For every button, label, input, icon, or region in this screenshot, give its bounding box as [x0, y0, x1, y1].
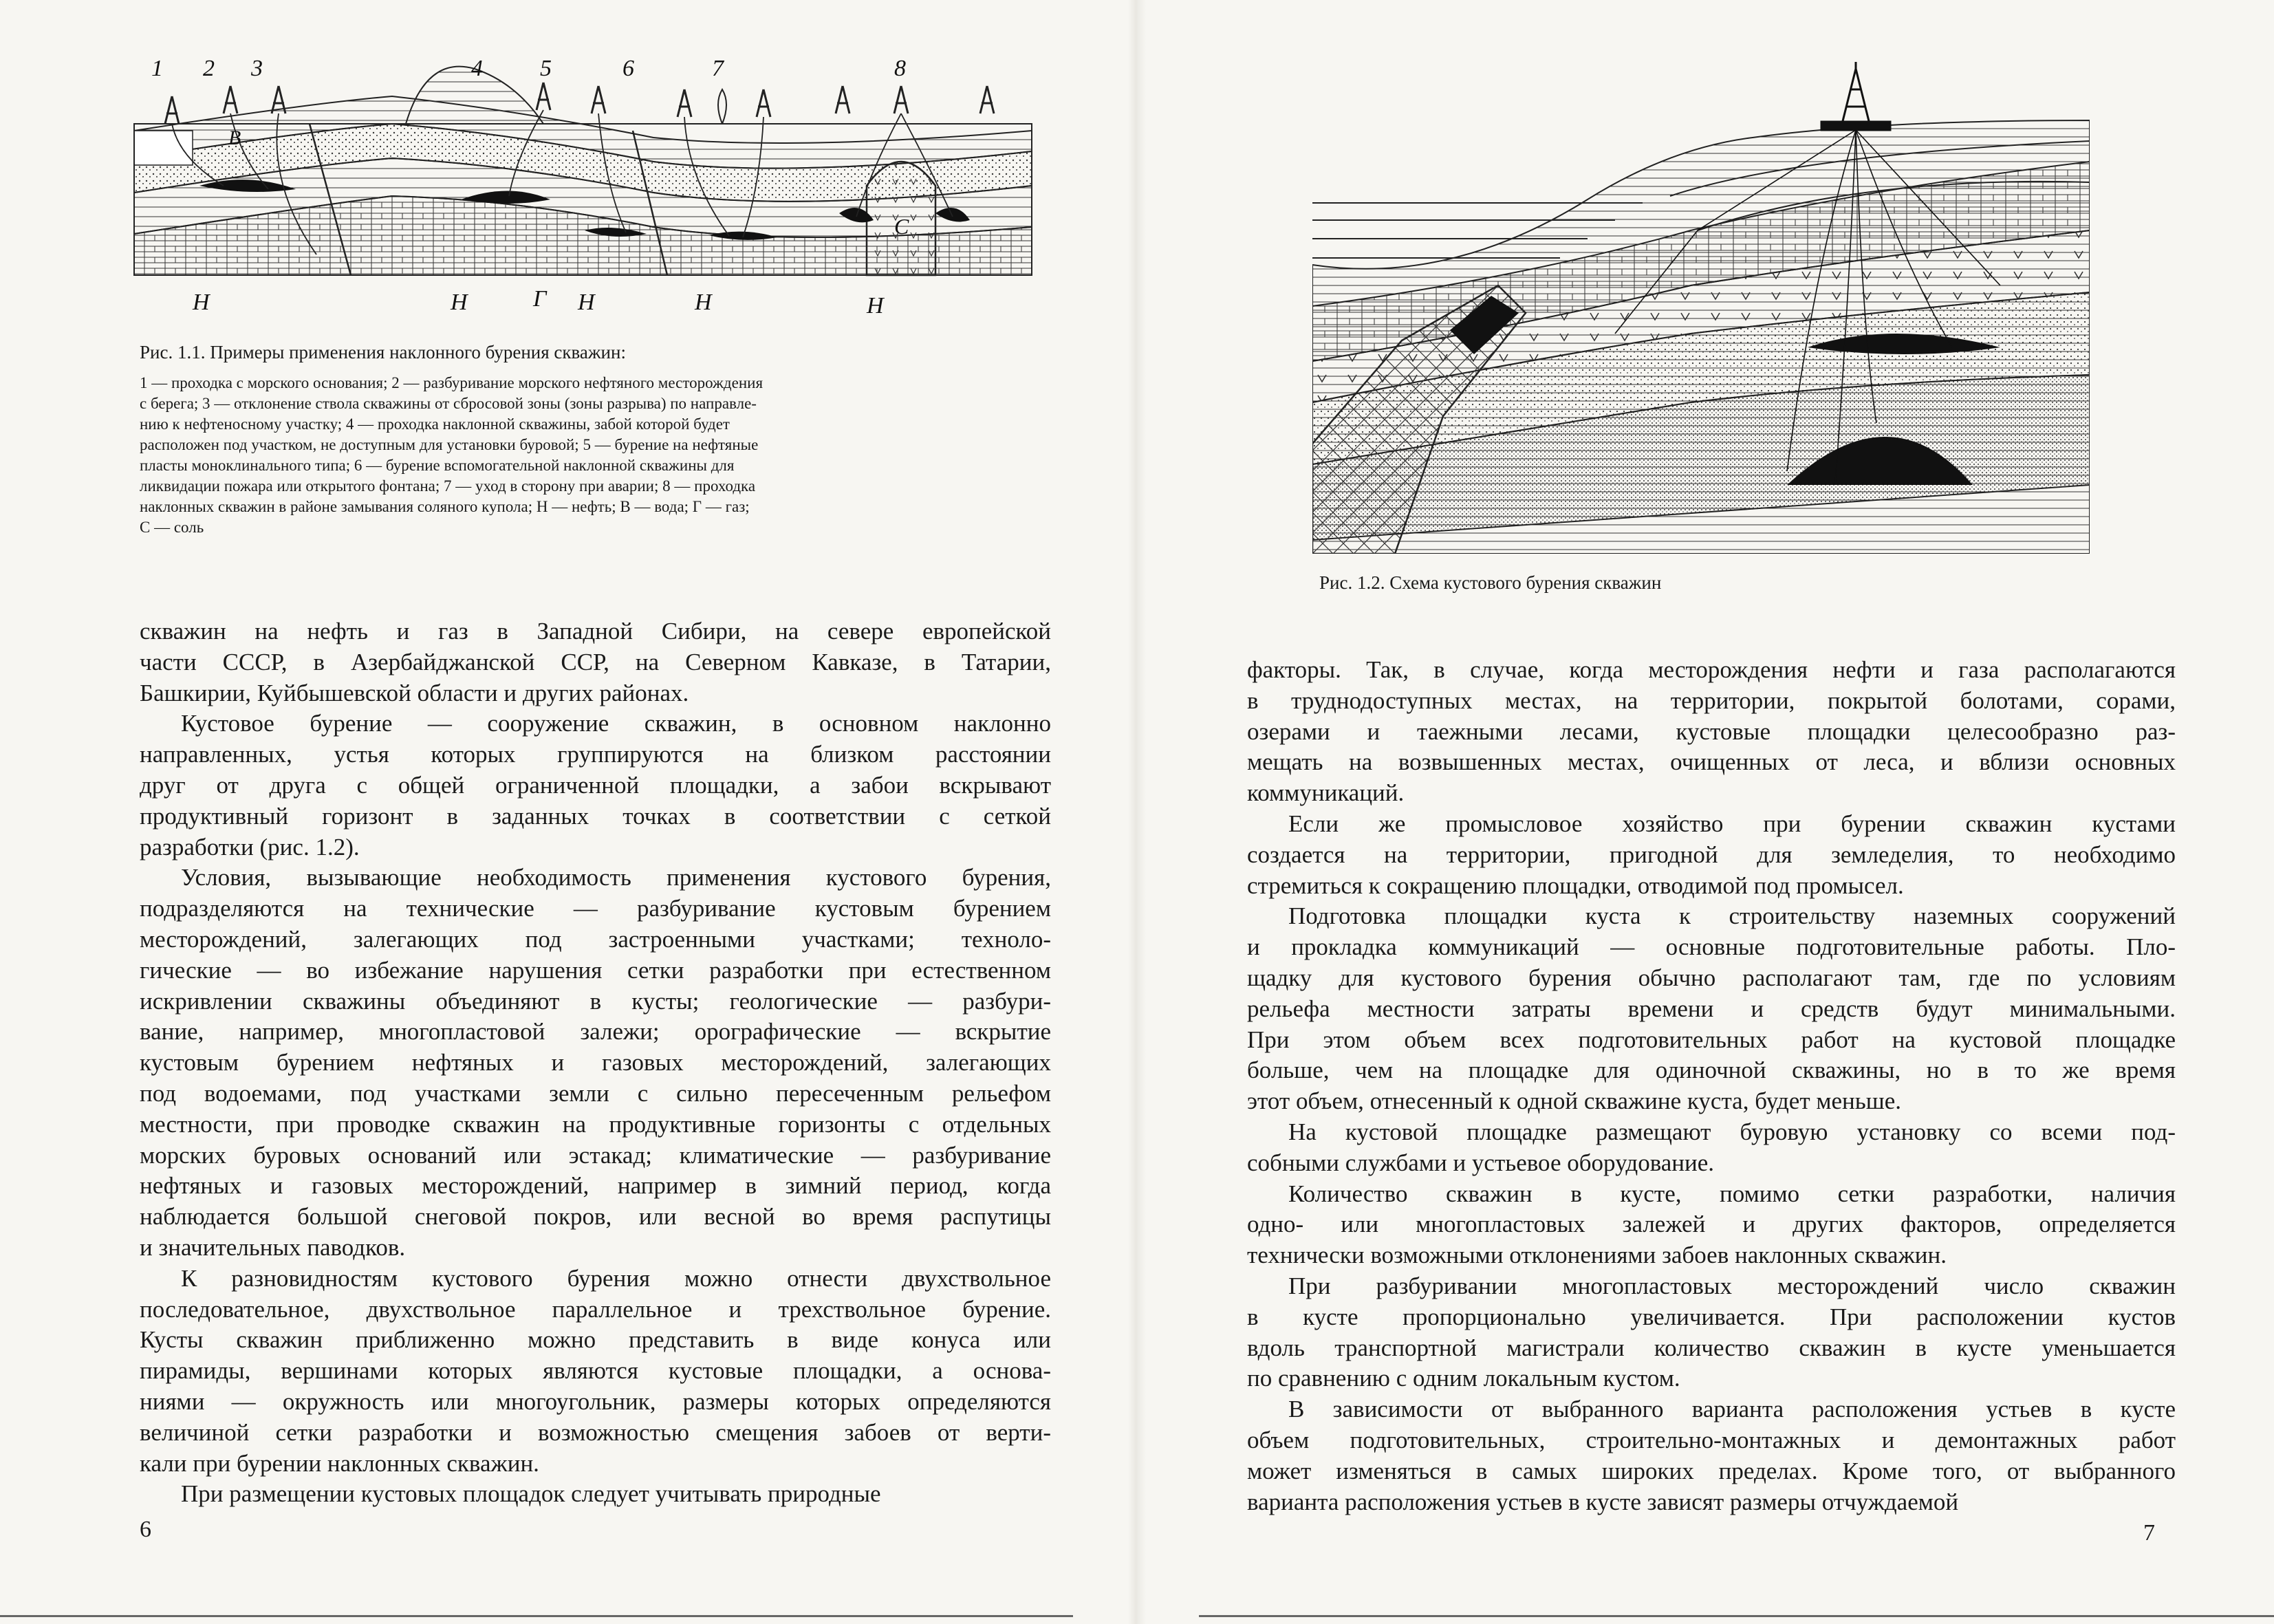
legend-line: расположен под участком, не доступным для установки буровой; 5 — бурение на нефтяные	[140, 436, 759, 453]
text-line: вание, например, многопластовой залежи; орографические — вскрытие	[140, 1018, 1051, 1046]
text-line: подразделяются на технические — разбуривание кустовым бурением	[140, 895, 1051, 922]
bottom-label-oil-2: Н	[451, 290, 468, 315]
text-line: и прокладка коммуникаций — основные подготовительные работы. Пло-	[1247, 933, 2176, 961]
text-line: При этом объем всех подготовительных работ на кустовой площадке	[1247, 1026, 2176, 1053]
text-line: собными службами и устьевое оборудование.	[1247, 1149, 1715, 1176]
text-line: Подготовка площадки куста к строительству наземных сооружений	[1288, 902, 2176, 930]
text-line: В зависимости от выбранного варианта расположения устьев в кусте	[1288, 1396, 2176, 1423]
text-line: искривлении скважины объединяют в кусты; геологические — разбури-	[140, 987, 1051, 1015]
bottom-label-oil-1: Н	[193, 290, 210, 315]
text-line: варианта расположения устьев в кусте зависят размеры отчуждаемой	[1247, 1488, 1959, 1515]
text-line: гические — во избежание нарушения сетки разработки при естественном	[140, 956, 1051, 984]
well-label-4: 4	[471, 56, 483, 81]
legend-line: 1 — проходка с морского основания; 2 — разбуривание морского нефтяного месторождения	[140, 374, 764, 391]
text-line: технически возможными отклонениями забоев наклонных скважин.	[1247, 1242, 1947, 1269]
well-label-3: 3	[251, 56, 263, 81]
text-line: щадку для кустового бурения обычно располагают там, где по условиям	[1247, 964, 2176, 991]
water-label: В	[228, 127, 241, 149]
text-line: местности, при проводке скважин на продуктивные горизонты с отдельных	[140, 1110, 1051, 1138]
text-line: К разновидностям кустового бурения можно отнести двухствольное	[181, 1264, 1051, 1292]
text-line: может изменяться в самых широких пределах. Кроме того, от выбранного	[1247, 1457, 2176, 1484]
text-line: На кустовой площадке размещают буровую установку со всеми под-	[1288, 1118, 2176, 1145]
text-line: продуктивный горизонт в заданных точках в соответствии с сеткой	[140, 802, 1051, 830]
well-label-5: 5	[540, 56, 552, 81]
bottom-label-oil-5: Н	[867, 293, 884, 318]
well-label-8: 8	[894, 56, 906, 81]
text-line: ниями — окружность или многоугольник, размеры которых определяются	[140, 1387, 1051, 1415]
text-line: Кусты скважин приближенно можно представить в виде конуса или	[140, 1326, 1051, 1354]
text-line: наблюдается большой снеговой покров, или весной во время распутицы	[140, 1203, 1051, 1231]
figure-1-2	[1312, 58, 2090, 554]
text-line: последовательное, двухствольное параллельное и трехствольное бурение.	[140, 1295, 1051, 1323]
left-page-body-text	[140, 616, 1051, 1510]
legend-line: пласты моноклинального типа; 6 — бурение вспомогательной наклонной скважины для	[140, 457, 735, 474]
text-line: объем подготовительных, строительно-монтажных и демонтажных работ	[1247, 1426, 2176, 1453]
text-line: Количество скважин в кусте, помимо сетки разработки, наличия	[1288, 1180, 2176, 1207]
text-line: При разбуривании многопластовых месторождений число скважин	[1288, 1272, 2176, 1299]
text-line: величиной сетки разработки и возможностью смещения забоев от верти-	[140, 1418, 1051, 1446]
well-label-6: 6	[622, 56, 634, 81]
page-bottom-rule	[1199, 1615, 2274, 1617]
text-line: скважин на нефть и газ в Западной Сибири, на севере европейской	[140, 618, 1051, 645]
right-page	[1137, 0, 2274, 1624]
figure-1-1	[103, 48, 1039, 323]
figure-1-1-legend	[140, 373, 1051, 538]
text-line: озерами и таежными лесами, кустовые площадки целесообразно раз-	[1247, 717, 2176, 745]
page-number-6: 6	[140, 1517, 151, 1542]
page-number-7: 7	[2143, 1520, 2155, 1546]
text-line: кустовым бурением нефтяных и газовых месторождений, залегающих	[140, 1049, 1051, 1076]
text-line: рельефа местности затраты времени и средств будут минимальными.	[1247, 995, 2176, 1022]
text-line: нефтяных и газовых месторождений, например в зимний период, когда	[140, 1172, 1051, 1200]
text-line: по сравнению с одним локальным кустом.	[1247, 1365, 1680, 1392]
text-line: Кустовое бурение — сооружение скважин, в основном наклонно	[181, 710, 1051, 737]
well-label-7: 7	[712, 56, 724, 81]
bottom-label-oil-3: Н	[578, 290, 595, 315]
text-line: факторы. Так, в случае, когда месторождения нефти и газа располагаются	[1247, 656, 2176, 683]
text-line: в труднодоступных местах, на территории, покрытой болотами, сорами,	[1247, 686, 2176, 714]
text-line: в кусте пропорционально увеличивается. При расположении кустов	[1247, 1303, 2176, 1330]
bottom-label-oil-4: Н	[695, 290, 712, 315]
well-label-1: 1	[151, 56, 163, 81]
text-line: друг от друга с общей ограниченной площадки, а забои вскрывают	[140, 771, 1051, 799]
text-line: и значительных паводков.	[140, 1233, 406, 1261]
text-line: части СССР, в Азербайджанской ССР, на Северном Кавказе, в Татарии,	[140, 648, 1051, 675]
legend-line: С — соль	[140, 519, 204, 536]
text-line: мещать на возвышенных местах, очищенных от леса, и вблизи основных	[1247, 748, 2176, 776]
text-line: одно- или многопластовых залежей и других факторов, определяется	[1247, 1211, 2176, 1238]
text-line: направленных, устья которых группируются на близком расстоянии	[140, 741, 1051, 768]
text-line: Башкирии, Куйбышевской области и других районах.	[140, 679, 689, 706]
text-line: стремиться к сокращению площадки, отводимой под промысел.	[1247, 871, 1904, 899]
text-line: Условия, вызывающие необходимость применения кустового бурения,	[181, 864, 1051, 891]
legend-line: наклонных скважин в районе замывания соляного купола; Н — нефть; В — вода; Г — газ;	[140, 498, 750, 515]
salt-label: С	[894, 214, 909, 239]
figure-1-2-drawing	[1312, 58, 2090, 554]
text-line: разработки (рис. 1.2).	[140, 833, 360, 860]
text-line: пирамиды, вершинами которых являются кустовые площадки, а основа-	[140, 1357, 1051, 1385]
text-line: вдоль транспортной магистрали количество скважин в кусте уменьшается	[1247, 1334, 2176, 1361]
text-line: При размещении кустовых площадок следует учитывать природные	[181, 1480, 881, 1508]
text-line: создается на территории, пригодной для земледелия, то необходимо	[1247, 841, 2176, 868]
text-line: морских буровых оснований или эстакад; климатические — разбуривание	[140, 1141, 1051, 1169]
well-label-2: 2	[203, 56, 215, 81]
legend-line: ликвидации пожара или открытого фонтана; 7 — уход в сторону при аварии; 8 — проходка	[140, 477, 756, 495]
legend-line: нию к нефтеносному участку; 4 — проходка наклонной скважины, забой которой будет	[140, 415, 730, 433]
page-bottom-rule	[0, 1615, 1073, 1617]
figure-1-1-drawing	[103, 48, 1039, 323]
text-line: коммуникаций.	[1247, 779, 1405, 807]
text-line: месторождений, залегающих под застроенными участками; техноло-	[140, 925, 1051, 953]
right-page-body-text	[1247, 655, 2176, 1517]
figure-1-1-caption-title: Рис. 1.1. Примеры применения наклонного бурения скважин:	[140, 342, 626, 362]
text-line: кали при бурении наклонных скважин.	[140, 1449, 539, 1477]
figure-1-2-caption: Рис. 1.2. Схема кустового бурения скважин	[1319, 572, 1662, 593]
bottom-label-gas: Г	[533, 286, 547, 312]
legend-line: с берега; 3 — отклонение ствола скважины от сбросовой зоны (зоны разрыва) по направле-	[140, 395, 757, 412]
text-line: Если же промысловое хозяйство при бурении скважин кустами	[1288, 810, 2176, 837]
text-line: этот объем, отнесенный к одной скважине куста, будет меньше.	[1247, 1087, 1901, 1115]
text-line: больше, чем на площадке для одиночной скважины, но в то же время	[1247, 1057, 2176, 1084]
text-line: под водоемами, под участками земли с сильно пересеченным рельефом	[140, 1079, 1051, 1107]
